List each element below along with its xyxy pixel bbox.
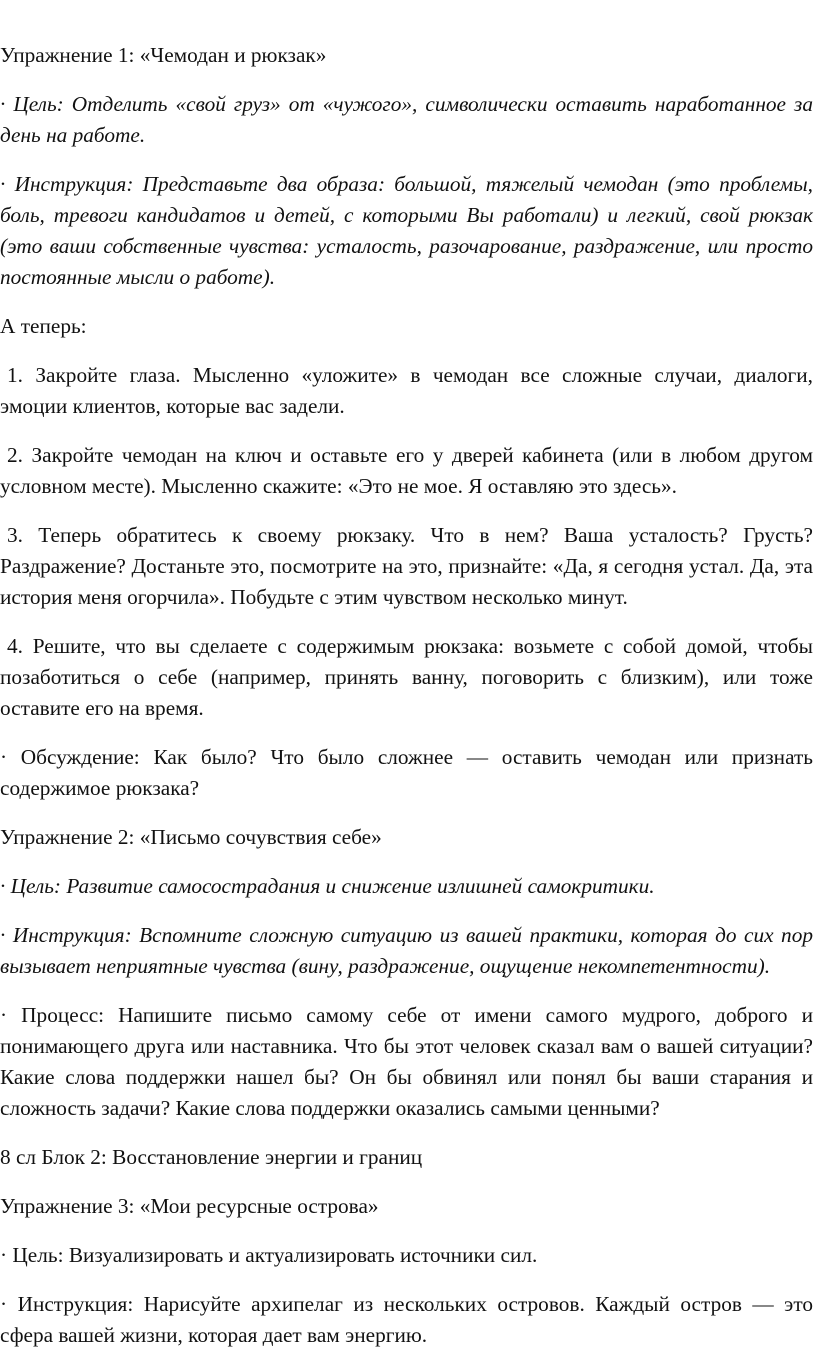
exercise2-goal: · Цель: Развитие самосострадания и снижение излишней самокритики.	[0, 874, 655, 898]
exercise1-title: Упражнение 1: «Чемодан и рюкзак»	[0, 43, 327, 67]
exercise3-title: Упражнение 3: «Мои ресурсные острова»	[0, 1194, 379, 1218]
exercise2-instruction: · Инструкция: Вспомните сложную ситуацию из вашей практики, которая до сих пор вызывает неприятные чувства (вину, раздражение, ощущение некомпетентности).	[0, 923, 813, 978]
exercise2-process: · Процесс: Напишите письмо самому себе от имени самого мудрого, доброго и понимающего друга или наставника. Что бы этот человек сказал вам о вашей ситуации? Какие слова поддержки нашел бы? Он бы обвинял или понял бы ваши старания и сложность задачи? Какие слова поддержки оказались самыми ценными?	[0, 1003, 813, 1120]
exercise1-step-4: 4. Решите, что вы сделаете с содержимым рюкзака: возьмете с собой домой, чтобы позаботиться о себе (например, принять ванну, поговорить с близким), или тоже оставите его на время.	[0, 634, 813, 720]
exercise1-goal: · Цель: Отделить «свой груз» от «чужого», символически оставить наработанное за день на работе.	[0, 92, 813, 147]
exercise3-goal: · Цель: Визуализировать и актуализировать источники сил.	[0, 1243, 538, 1267]
exercise1-step-1: 1. Закройте глаза. Мысленно «уложите» в чемодан все сложные случаи, диалоги, эмоции клиентов, которые вас задели.	[0, 363, 813, 418]
exercise2-title: Упражнение 2: «Письмо сочувствия себе»	[0, 825, 382, 849]
exercise1-step-3: 3. Теперь обратитесь к своему рюкзаку. Что в нем? Ваша усталость? Грусть? Раздражение? Достаньте это, посмотрите на это, признайте: «Да, я сегодня устал. Да, эта история меня огорчила». Побудьте с этим чувством несколько минут.	[0, 523, 813, 609]
exercise1-instruction: · Инструкция: Представьте два образа: большой, тяжелый чемодан (это проблемы, боль, тревоги кандидатов и детей, с которыми Вы работали) и легкий, свой рюкзак (это ваши собственные чувства: усталость, разочарование, раздражение, или просто постоянные мысли о работе).	[0, 172, 813, 289]
exercise1-discussion: · Обсуждение: Как было? Что было сложнее — оставить чемодан или признать содержимое рюкзака?	[0, 745, 813, 800]
block2-heading: 8 сл Блок 2: Восстановление энергии и границ	[0, 1145, 423, 1169]
exercise1-step-2: 2. Закройте чемодан на ключ и оставьте его у дверей кабинета (или в любом другом условном месте). Мысленно скажите: «Это не мое. Я оставляю это здесь».	[0, 443, 813, 498]
exercise1-now-label: А теперь:	[0, 314, 87, 338]
document-page	[0, 40, 813, 1369]
exercise3-instruction: · Инструкция: Нарисуйте архипелаг из нескольких островов. Каждый остров — это сфера вашей жизни, которая дает вам энергию.	[0, 1292, 813, 1347]
